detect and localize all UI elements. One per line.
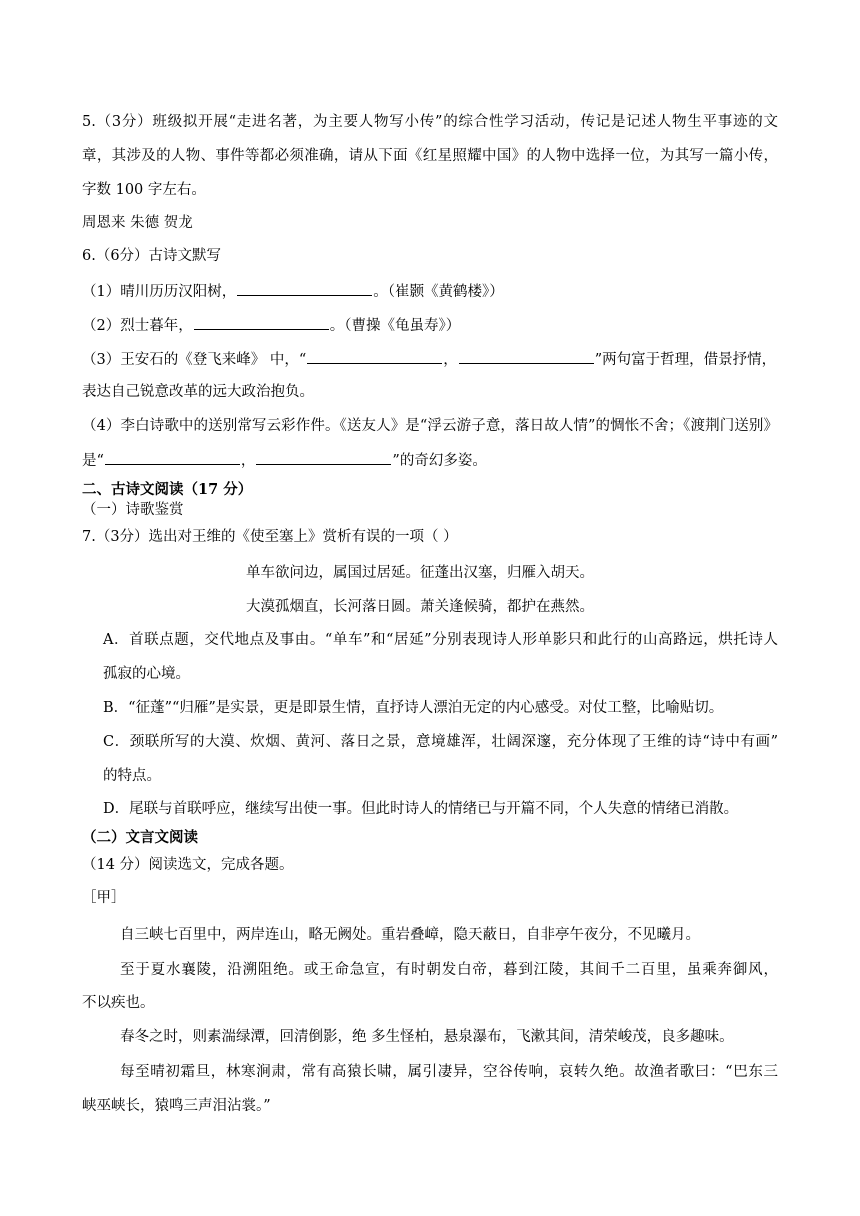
text-label-jia: ［甲］ [82,890,126,906]
passage-p4-line-2: 峡巫峡长，猿鸣三声泪沾裳。” [82,1098,271,1114]
section-2-heading: 二、古诗文阅读（17 分） [82,481,253,498]
option-b[interactable]: B．“征蓬”“归雁”是实景，更是即景生情，直抒诗人漂泊无定的内心感受。对仗工整，比喻贴切。 [103,700,724,716]
q6-item-3-line-2: 表达自己锐意改革的远大政治抱负。 [82,384,314,400]
q6-item-4-mid: ， [240,453,256,469]
q5-line-1: 5.（3分）班级拟开展“走进名著，为主要人物写小传”的综合性学习活动，传记是记述人物生平事迹的文 [82,114,778,130]
q5-line-3: 字数 100 字左右。 [82,182,206,198]
q6-item-3-pre: （3）王安石的《登飞来峰》 中，“ [82,352,307,368]
q6-item-3-post: ”两句富于哲理，借景抒情， [594,352,777,368]
q6-title: 6.（6分）古诗文默写 [82,248,222,264]
q6-item-3-mid: ， [443,352,458,368]
passage-p1: 自三峡七百里中，两岸连山，略无阙处。重岩叠嶂，隐天蔽日，自非亭午夜分，不见曦月。 [120,927,700,943]
passage-p2-line-1: 至于夏水襄陵，沿溯阻绝。或王命急宣，有时朝发白帝，暮到江陵，其间千二百里，虽乘奔御风， [120,962,778,978]
q6-item-4-line-1: （4）李白诗歌中的送别常写云彩作件。《送友人》是“浮云游子意，落日故人情”的惆怅不舍；《渡荆门送别》 [82,418,778,434]
q6-item-1 [82,281,504,302]
classical-intro: （14 分）阅读选文，完成各题。 [82,857,294,873]
option-a-line-1[interactable]: A．首联点题，交代地点及事由。“单车”和“居延”分别表现诗人形单影只和此行的山高路远，烘托诗人 [103,632,778,648]
passage-p2-line-2: 不以疾也。 [82,995,155,1011]
q6-item-3 [82,349,776,370]
option-d[interactable]: D．尾联与首联呼应，继续写出使一事。但此时诗人的情绪已与开篇不同，个人失意的情绪已消散。 [103,801,739,817]
q7-stem: 7.（3分）选出对王维的《使至塞上》赏析有误的一项（ ） [82,529,458,545]
answer-blank[interactable] [237,281,372,296]
q6-item-2 [82,315,460,336]
classical-heading: （二）文言文阅读 [82,829,198,846]
q5-names: 周恩来 朱德 贺龙 [82,215,193,231]
option-c-line-1[interactable]: C．颈联所写的大漠、炊烟、黄河、落日之景，意境雄浑，壮阔深邃，充分体现了王维的诗“诗中有画” [103,734,778,750]
section-2-sub-1: （一）诗歌鉴赏 [82,502,184,518]
answer-blank[interactable] [459,349,594,364]
q6-item-2-post: 。（曹操《龟虽寿》） [329,318,461,334]
option-a-line-2: 孤寂的心境。 [103,666,190,682]
q6-item-4-pre: 是“ [82,453,104,469]
q6-item-1-pre: （1）晴川历历汉阳树， [82,284,237,300]
q6-item-4-post: ”的奇幻多姿。 [392,453,487,469]
answer-blank[interactable] [105,450,240,465]
q5-line-2: 章，其涉及的人物、事件等都必须准确，请从下面《红星照耀中国》的人物中选择一位，为其写一篇小传， [82,148,778,164]
q6-item-2-pre: （2）烈士暮年， [82,318,193,334]
passage-p4-line-1: 每至晴初霜旦，林寒涧肃，常有高猿长啸，属引凄异，空谷传响，哀转久绝。故渔者歌曰：“巴东三 [120,1064,778,1080]
option-c-line-2: 的特点。 [103,768,161,784]
answer-blank[interactable] [307,349,442,364]
answer-blank[interactable] [256,450,391,465]
poem-line-2: 大漠孤烟直，长河落日圆。萧关逢候骑，都护在燕然。 [246,599,594,615]
poem-line-1: 单车欲问边，属国过居延。征蓬出汉塞，归雁入胡天。 [246,565,594,581]
q6-item-4-line-2 [82,450,487,471]
passage-p3: 春冬之时，则素湍绿潭，回清倒影，绝 多生怪柏，悬泉瀑布，飞漱其间，清荣峻茂，良多趣味。 [120,1029,734,1045]
q6-item-1-post: 。（崔颢《黄鹤楼》） [373,284,504,300]
answer-blank[interactable] [194,315,329,330]
